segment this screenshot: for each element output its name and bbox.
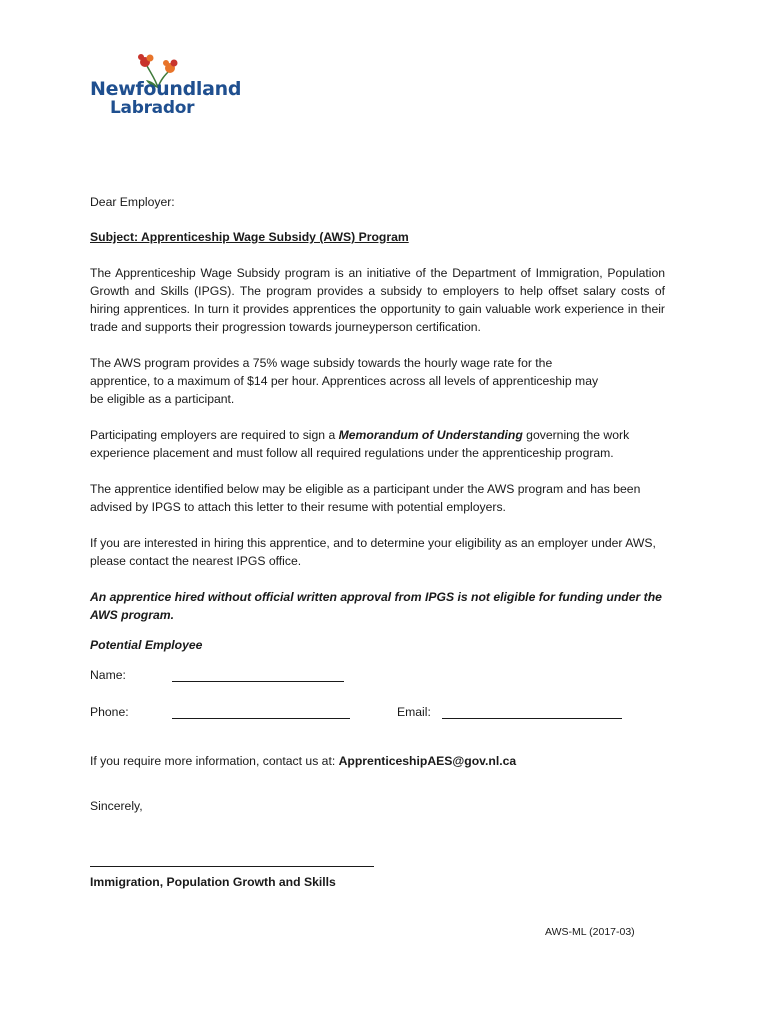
paragraph-contact-office: If you are interested in hiring this apprentice, and to determine your eligibility as an employer under AWS, please contact the nearest IPGS office.: [90, 536, 656, 568]
contact-email-link[interactable]: ApprenticeshipAES@gov.nl.ca: [338, 754, 517, 768]
government-logo: [88, 52, 242, 122]
phone-label: Phone:: [90, 705, 129, 719]
email-field-line[interactable]: [442, 718, 622, 719]
subject-line: Subject: Apprenticeship Wage Subsidy (AWS) Program: [90, 230, 409, 244]
mou-emphasis: Memorandum of Understanding: [338, 428, 523, 442]
paragraph-subsidy-line-3: be eligible as a participant.: [90, 392, 235, 406]
logo-text-labrador: Labrador: [110, 98, 195, 118]
mou-text-before: Participating employers are required to sign a: [90, 428, 339, 442]
mou-text-after: governing the work experience placement and must follow all required regulations under the apprenticeship program.: [90, 428, 630, 460]
paragraph-mou: [90, 426, 660, 462]
signature-line: [90, 866, 374, 867]
closing-sincerely: Sincerely,: [90, 799, 143, 813]
paragraph-subsidy: [90, 354, 665, 408]
contact-line: [90, 752, 690, 770]
salutation: Dear Employer:: [90, 195, 175, 209]
phone-field-line[interactable]: [172, 718, 350, 719]
form-code: AWS-ML (2017-03): [545, 926, 635, 938]
contact-text: If you require more information, contact us at:: [90, 754, 339, 768]
paragraph-intro: The Apprenticeship Wage Subsidy program is an initiative of the Department of Immigration, Population Growth and Skills (IPGS). The program provides a subsidy to employers to help offset salary costs of hiring apprentices. In turn it provides apprentices the opportunity to gain valuable work experience in their trade and supports their progression towards journeyperson certification.: [90, 266, 665, 334]
section-title-potential-employee: Potential Employee: [90, 638, 203, 652]
logo-text-newfoundland: Newfoundland: [90, 78, 242, 100]
paragraph-eligibility: The apprentice identified below may be eligible as a participant under the AWS program and has been advised by IPGS to attach this letter to their resume with potential employers.: [90, 482, 641, 514]
name-label: Name:: [90, 668, 126, 682]
funding-warning: An apprentice hired without official written approval from IPGS is not eligible for funding under the AWS program.: [90, 590, 662, 622]
paragraph-subsidy-line-2: apprentice, to a maximum of $14 per hour. Apprentices across all levels of apprenticeship may: [90, 374, 599, 388]
name-field-line[interactable]: [172, 681, 344, 682]
email-label: Email:: [397, 705, 431, 719]
signature-department: Immigration, Population Growth and Skills: [90, 875, 336, 889]
paragraph-subsidy-line-1: The AWS program provides a 75% wage subsidy towards the hourly wage rate for the: [90, 356, 553, 370]
